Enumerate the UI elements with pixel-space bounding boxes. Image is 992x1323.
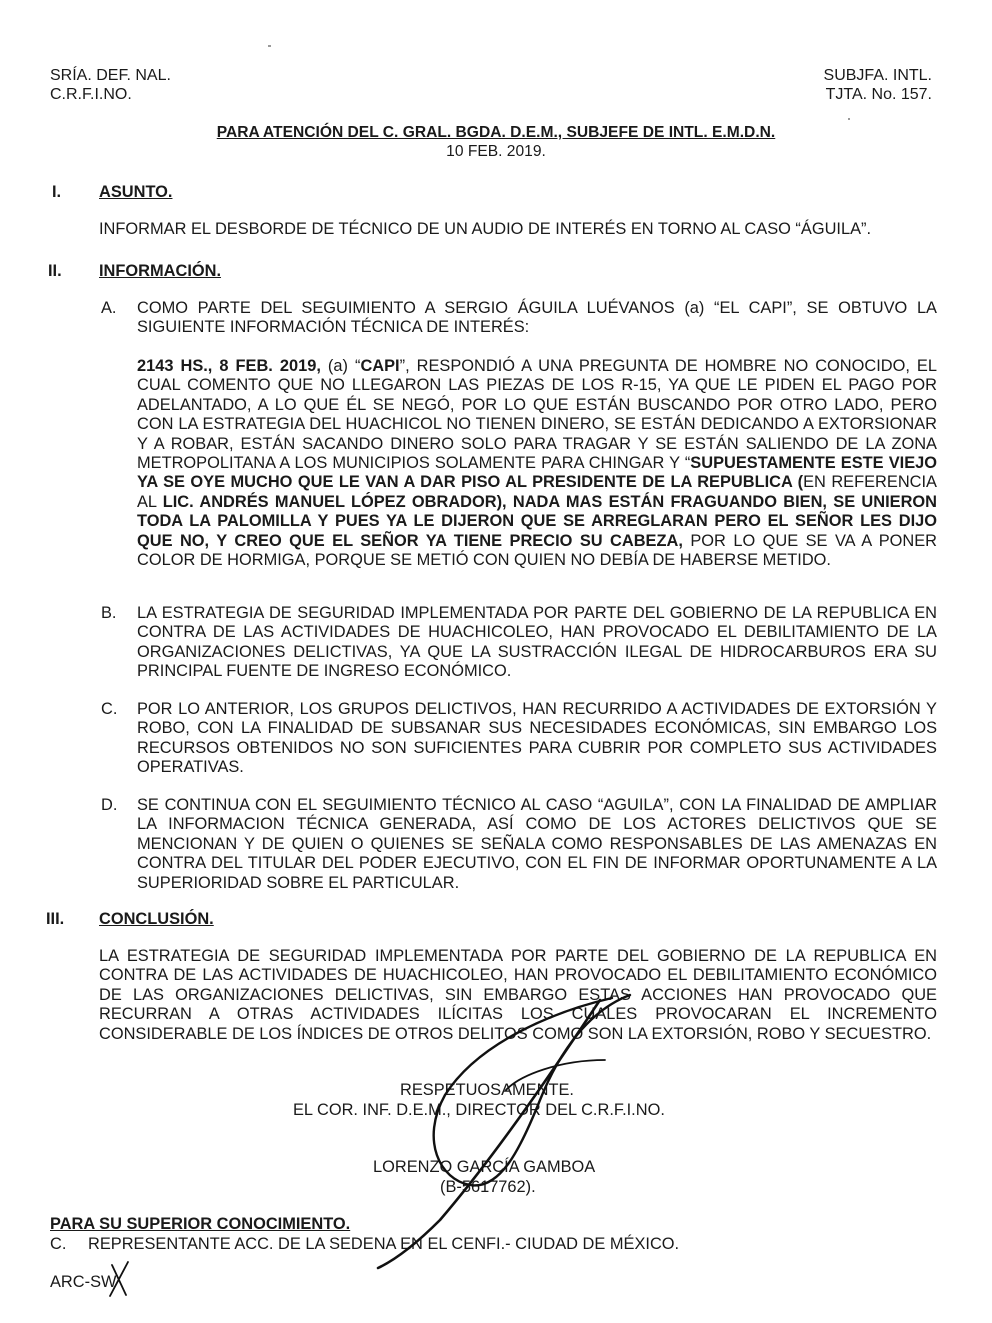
header-left — [50, 66, 171, 104]
item-text: LA ESTRATEGIA DE SEGURIDAD IMPLEMENTADA POR PARTE DEL GOBIERNO DE LA REPUBLICA EN CONTRA DE LAS ACTIVIDADES DE HUACHICOLEO, HAN PROVOCADO EL DEBILITAMIENTO DE LA ORGANIZACIONES DELICTIVAS, YA QUE LA SUSTRACCIÓN ILEGAL DE HIDROCARBUROS ERA SU PRINCIPAL FUENTE DE INGRESO ECONÓMICO. — [137, 604, 937, 681]
item-letter: D. — [101, 796, 118, 814]
quote-bold: 2143 HS., 8 FEB. 2019, — [137, 357, 321, 375]
item-text: SE CONTINUA CON EL SEGUIMIENTO TÉCNICO AL CASO “AGUILA”, CON LA FINALIDAD DE AMPLIAR LA INFORMACION TÉCNICA GENERADA, ASÍ COMO DE LOS ACTORES DELICTIVOS QUE SE MENCIONAN Y DE QUIEN O QUIENES SE SEÑALA COMO RESPONSABLES DE LAS AMENAZAS EN CONTRA DEL TITULAR DEL PODER EJECUTIVO, CON EL FIN DE INFORMAR OPORTUNAMENTE A LA SUPERIORIDAD SOBRE EL PARTICULAR. — [137, 796, 937, 892]
quote-text: POR LO QUE SE VA A PONER COLOR DE HORMIGA, PORQUE SE METIÓ CON QUIEN NO DEBÍA DE HABERSE METIDO. — [137, 531, 938, 570]
closing-salutation: RESPETUOSAMENTE. — [400, 1081, 574, 1099]
quote-text: ”, RESPONDIÓ A UNA PREGUNTA DE HOMBRE NO CONOCIDO, EL CUAL COMENTO QUE NO LLEGARON LAS PIEZAS DE LOS R-15, YA QUE LE PIDEN EL PAGO POR ADELANTADO, A LO QUE ÉL SE NEGÓ, POR LO QUE ESTÁN BUSCANDO POR OTRO LADO, PERO CON LA ESTRATEGIA DEL HUACHICOL NO TIENEN DINERO, SE ESTÁN DEDICANDO A EXTORSIONAR Y A ROBAR, ESTÁN SACANDO DINERO SOLO PARA TRAGAR Y SE ESTÁN SALIENDO DE LA ZONA METROPOLITANA A LOS MUNICIPIOS SOLAMENTE PARA CHINGAR Y “ — [137, 357, 937, 473]
intercept-quote — [137, 357, 937, 570]
section-number: III. — [46, 910, 65, 928]
section-title: ASUNTO. — [99, 183, 173, 201]
item-text: COMO PARTE DEL SEGUIMIENTO A SERGIO ÁGUILA LUÉVANOS (a) “EL CAPI”, SE OBTUVO LA SIGUIENTE INFORMACIÓN TÉCNICA DE INTERÉS: — [137, 299, 937, 337]
closing-title: EL COR. INF. D.E.M., DIRECTOR DEL C.R.F.I.NO. — [293, 1101, 665, 1119]
quote-text: EN REFERENCIA AL — [137, 473, 937, 511]
quote-bold: CAPI — [360, 357, 400, 375]
attention-line: PARA ATENCIÓN DEL C. GRAL. BGDA. D.E.M., SUBJEFE DE INTL. E.M.D.N. — [216, 124, 776, 141]
cc-letter: C. — [50, 1235, 67, 1253]
section-text: INFORMAR EL DESBORDE DE TÉCNICO DE UN AUDIO DE INTERÉS EN TORNO AL CASO “ÁGUILA”. — [99, 220, 872, 238]
item-letter: A. — [101, 299, 117, 317]
header-left-line: SRÍA. DEF. NAL. — [50, 67, 171, 84]
header-left-line: C.R.F.I.NO. — [50, 86, 132, 103]
quote-bold: LIC. ANDRÉS MANUEL LÓPEZ OBRADOR), NADA MAS ESTÁN FRAGUANDO BIEN, SE UNIERON TODA LA PALOMILLA Y PUES YA LE DIJERON QUE SE ARREGLARAN PERO EL SEÑOR LES DIJO QUE NO, Y CREO QUE EL SEÑOR YA TIENE PRECIO SU CABEZA, — [137, 492, 937, 550]
section-number: I. — [52, 183, 62, 201]
reference-initials: ARC-SW — [50, 1273, 117, 1291]
section-title: CONCLUSIÓN. — [99, 910, 214, 928]
quote-text: (a) “ — [320, 357, 361, 375]
cc-text: REPRESENTANTE ACC. DE LA SEDENA EN EL CENFI.- CIUDAD DE MÉXICO. — [88, 1235, 680, 1253]
item-letter: B. — [101, 604, 117, 622]
document-date: 10 FEB. 2019. — [446, 143, 546, 160]
footer-title: PARA SU SUPERIOR CONOCIMIENTO. — [50, 1215, 351, 1233]
scan-speck — [268, 45, 271, 47]
header-right — [824, 66, 932, 104]
signer-name: LORENZO GARCÍA GAMBOA — [373, 1158, 596, 1176]
section-title: INFORMACIÓN. — [99, 262, 222, 280]
item-text: POR LO ANTERIOR, LOS GRUPOS DELICTIVOS, HAN RECURRIDO A ACTIVIDADES DE EXTORSIÓN Y ROBO, CON LA FINALIDAD DE SUBSANAR SUS NECESIDADES ECONÓMICAS, SIN EMBARGO LOS RECURSOS OBTENIDOS NO SON SUFICIENTES PARA CUBRIR POR COMPLETO SUS ACTIVIDADES OPERATIVAS. — [137, 700, 937, 777]
conclusion-text: LA ESTRATEGIA DE SEGURIDAD IMPLEMENTADA POR PARTE DEL GOBIERNO DE LA REPUBLICA EN CONTRA DE LAS ACTIVIDADES DE HUACHICOLEO, HAN PROVOCADO EL DEBILITAMIENTO ECONÓMICO DE LAS ORGANIZACIONES DELICTIVAS, SIN EMBARGO ESTAS ACCIONES HAN PROVOCADO QUE RECURRAN A OTRAS ACTIVIDADES ILÍCITAS LOS CUALES PROVOCARAN EL INCREMENTO CONSIDERABLE DE LOS ÍNDICES DE OTROS DELITOS COMO SON LA EXTORSIÓN, ROBO Y SECUESTRO. — [99, 947, 937, 1043]
header-right-line: TJTA. No. 157. — [825, 86, 932, 103]
scan-speck — [848, 118, 850, 120]
item-letter: C. — [101, 700, 118, 718]
signer-id: (B-5617762). — [440, 1178, 536, 1196]
section-number: II. — [48, 262, 62, 280]
quote-bold: SUPUESTAMENTE ESTE VIEJO YA SE OYE MUCHO QUE LE VAN A DAR PISO AL PRESIDENTE DE LA REPUBLICA ( — [137, 454, 937, 492]
header-right-line: SUBJFA. INTL. — [823, 67, 932, 84]
